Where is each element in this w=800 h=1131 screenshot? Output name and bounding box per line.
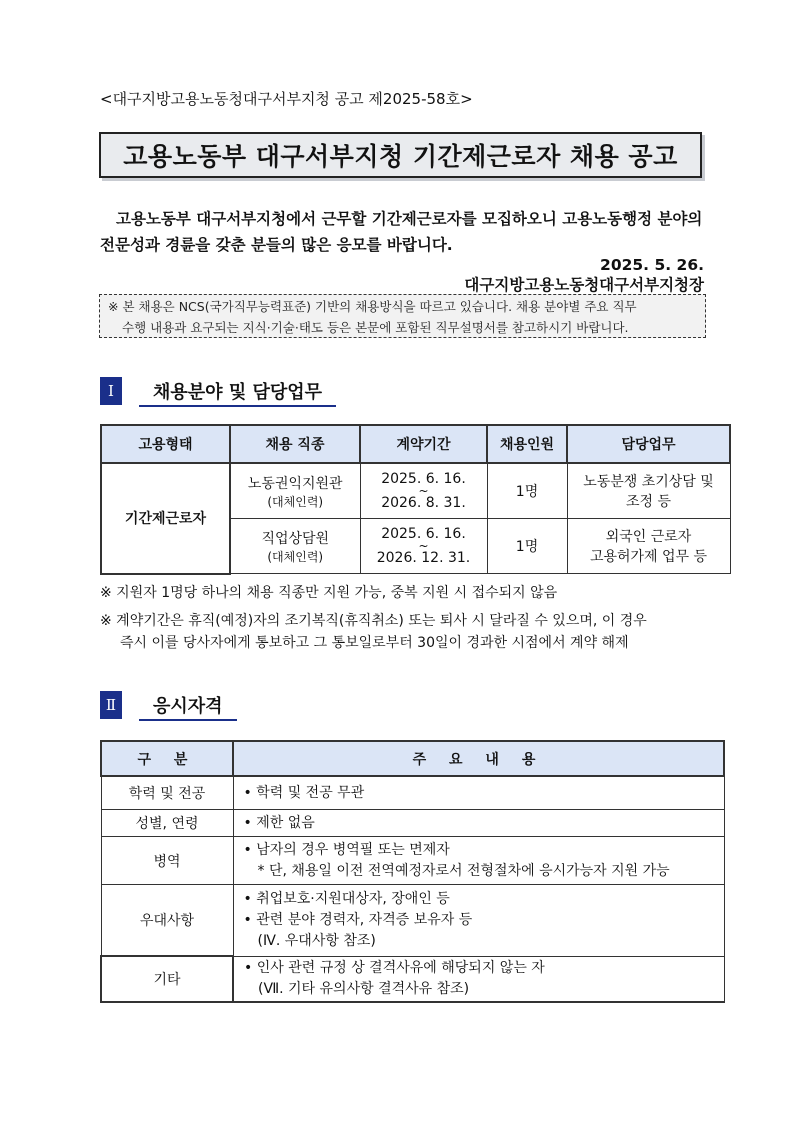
- content-cell: [233, 776, 724, 810]
- duty-cell: [567, 519, 730, 574]
- duty-line: 외국인 근로자: [605, 529, 692, 545]
- content-cell: [233, 837, 724, 885]
- content-line: • 학력 및 전공 무관: [243, 784, 365, 801]
- column-header: 채용인원: [487, 425, 567, 463]
- period-cell: [360, 463, 487, 519]
- issuing-agency: 대구지방고용노동청대구서부지청장: [464, 276, 704, 294]
- job-cell: [230, 519, 360, 574]
- notice-number: <대구지방고용노동청대구서부지청 공고 제2025-58호>: [100, 90, 473, 108]
- recruitment-note: ※ 지원자 1명당 하나의 채용 직종만 지원 가능, 중복 지원 시 접수되지 않음: [100, 585, 558, 601]
- headcount-cell: 1명: [487, 519, 567, 574]
- section-heading-recruitment: [100, 377, 336, 407]
- period-start: 2025. 6. 16.: [381, 471, 466, 487]
- job-cell: [230, 463, 360, 519]
- category-cell: 기타: [101, 956, 233, 1002]
- table-row: [101, 837, 724, 885]
- section-title: 응시자격: [139, 691, 237, 721]
- job-note: (대체인력): [267, 549, 324, 564]
- duty-cell: [567, 463, 730, 519]
- job-note: (대체인력): [267, 494, 324, 509]
- category-cell: 성별, 연령: [101, 810, 233, 837]
- ncs-notice-box: [99, 294, 706, 338]
- period-end: 2026. 12. 31.: [376, 550, 471, 566]
- content-line: * 단, 채용일 이전 전역예정자로서 전형절차에 응시가능자 지원 가능: [257, 862, 670, 879]
- notice-date: 2025. 5. 26.: [600, 256, 704, 274]
- period-start: 2025. 6. 16.: [381, 526, 466, 542]
- page-title-text: 고용노동부 대구서부지청 기간제근로자 채용 공고: [123, 142, 678, 171]
- column-header: 고용형태: [101, 425, 230, 463]
- content-cell: [233, 956, 724, 1002]
- ncs-notice-line: 수행 내용과 요구되는 지식·기술·태도 등은 본문에 포함된 직무설명서를 참고하시기 바랍니다.: [122, 320, 629, 335]
- duty-line: 고용허가제 업무 등: [589, 549, 708, 565]
- section-heading-qualifications: [100, 691, 237, 721]
- qualifications-table: [100, 740, 725, 1003]
- column-header: 채용 직종: [230, 425, 360, 463]
- column-header: 구 분: [101, 741, 233, 776]
- period-cell: [360, 519, 487, 574]
- duty-line: 조정 등: [625, 494, 672, 510]
- table-row: [101, 885, 724, 957]
- intro-paragraph: 고용노동부 대구서부지청에서 근무할 기간제근로자를 모집하오니 고용노동행정 분야의 전문성과 경륜을 갖춘 분들의 많은 응모를 바랍니다.: [100, 210, 703, 254]
- content-line: • 남자의 경우 병역필 또는 면제자: [243, 841, 450, 858]
- category-cell: 학력 및 전공: [101, 776, 233, 810]
- job-title: 노동권익지원관: [247, 475, 343, 492]
- contract-note-line: ※ 계약기간은 휴직(예정)자의 조기복직(휴직취소) 또는 퇴사 시 달라질 수 있으며, 이 경우: [100, 613, 647, 629]
- content-line: • 인사 관련 규정 상 결격사유에 해당되지 않는 자: [244, 959, 545, 976]
- content-line: (Ⅶ. 기타 유의사항 결격사유 참조): [258, 980, 470, 997]
- duty-line: 노동분쟁 초기상담 및: [583, 474, 714, 490]
- column-header: 주 요 내 용: [233, 741, 724, 776]
- content-cell: [233, 810, 724, 837]
- content-cell: [233, 885, 724, 957]
- period-end: 2026. 8. 31.: [381, 495, 466, 511]
- category-cell: 병역: [101, 837, 233, 885]
- page-title: [99, 132, 702, 178]
- table-row: [101, 776, 724, 810]
- column-header: 계약기간: [360, 425, 487, 463]
- section-number: Ⅱ: [100, 691, 122, 719]
- contract-note-line: 즉시 이를 당사자에게 통보하고 그 통보일로부터 30일이 경과한 시점에서 계약 해제: [120, 635, 629, 651]
- ncs-notice-line: ※ 본 채용은 NCS(국가직무능력표준) 기반의 채용방식을 따르고 있습니다. 채용 분야별 주요 직무: [108, 299, 637, 314]
- job-title: 직업상담원: [261, 530, 330, 547]
- content-line: (Ⅳ. 우대사항 참조): [257, 932, 376, 949]
- period-separator: ~: [418, 484, 429, 498]
- category-cell: 우대사항: [101, 885, 233, 957]
- column-header: 담당업무: [567, 425, 730, 463]
- section-number: Ⅰ: [100, 377, 122, 405]
- table-row: [101, 956, 724, 1002]
- table-row: [101, 810, 724, 837]
- employment-type-cell: 기간제근로자: [101, 463, 230, 574]
- table-row: [101, 463, 730, 519]
- period-separator: ~: [418, 539, 429, 553]
- content-line: • 취업보호·지원대상자, 장애인 등: [243, 890, 450, 907]
- recruitment-table: [100, 424, 731, 575]
- headcount-cell: 1명: [487, 463, 567, 519]
- section-title: 채용분야 및 담당업무: [139, 377, 336, 407]
- content-line: • 관련 분야 경력자, 자격증 보유자 등: [243, 911, 473, 928]
- contract-note: [100, 610, 647, 654]
- content-line: • 제한 없음: [243, 814, 315, 831]
